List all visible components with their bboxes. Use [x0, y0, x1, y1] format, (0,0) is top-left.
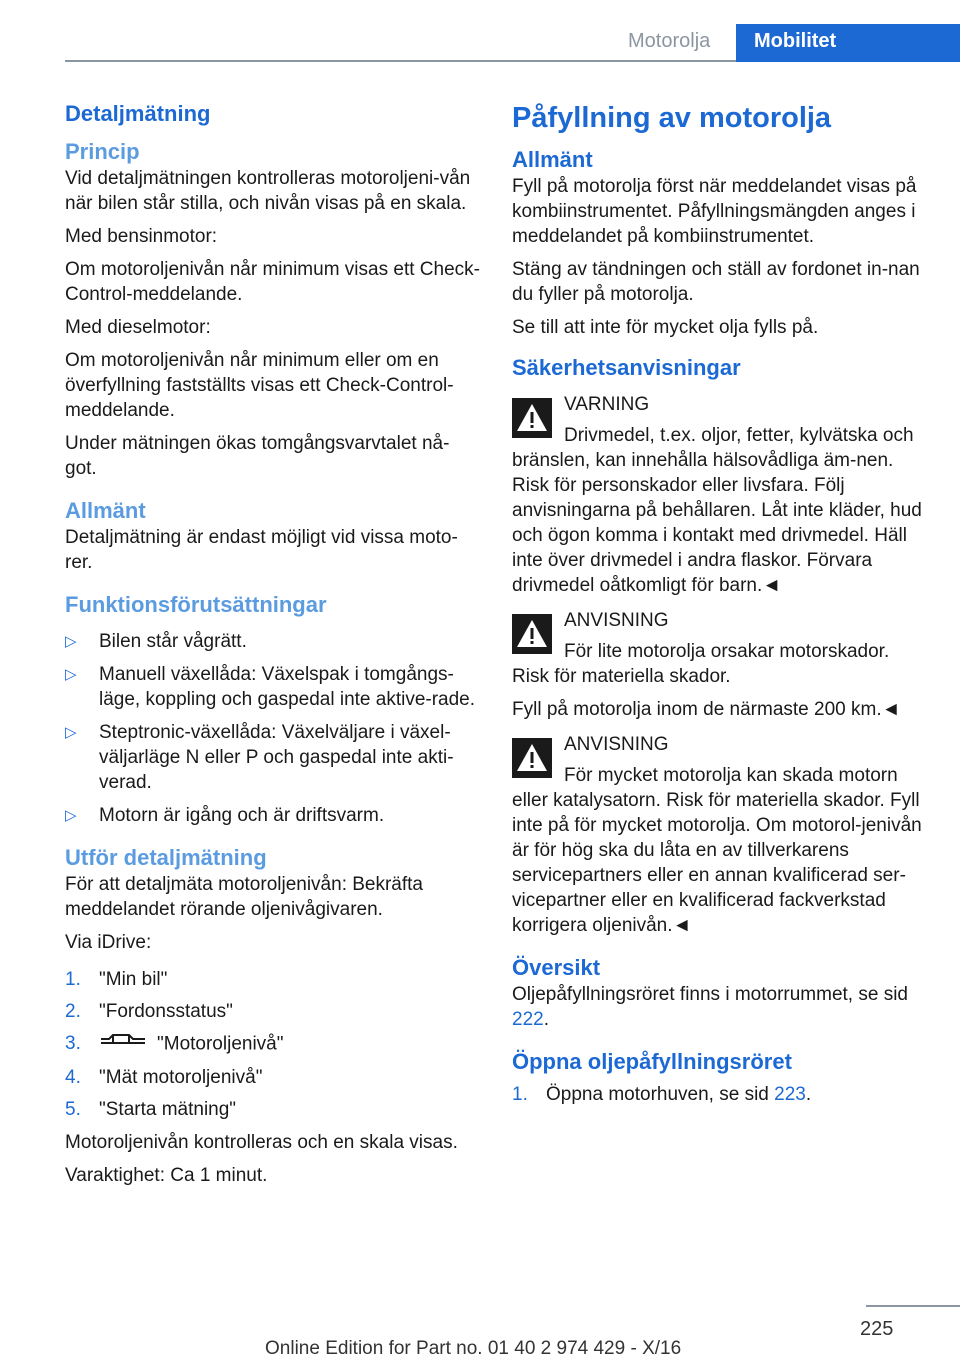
warning-body: Drivmedel, t.ex. oljor, fetter, kylvätska och bränslen, kan innehålla hälsovådliga äm‐nen. Risk för personskador eller livsfara. Följ anvisningarna på behållaren. Låt inte kläder, hud och ögon komma i kontakt med drivmedel. Häll inte över drivmedel i andra flaskor. Förvara drivmedel oåtkomligt för barn.◄ — [512, 425, 922, 596]
paragraph: Om motoroljenivån når minimum visas ett Check-Control-meddelande. — [65, 259, 480, 305]
bullet-marker: ▷ — [65, 807, 77, 824]
notice-body: För lite motorolja orsakar motorskador. Risk för materiella skador. — [512, 641, 890, 687]
car-oil-icon — [99, 1031, 149, 1058]
header-section-tab[interactable]: Motorolja — [628, 30, 711, 52]
heading-princip: Princip — [65, 139, 140, 164]
heading-funktionsforutsattningar: Funktionsförutsättningar — [65, 592, 327, 617]
list-item: 3. "Motoroljenivå" — [65, 1031, 480, 1058]
list-item: 1. Öppna motorhuven, se sid 223. — [512, 1084, 812, 1105]
notice-block — [512, 608, 930, 722]
warning-block — [512, 392, 930, 598]
list-item: 2. "Fordonsstatus" — [65, 1001, 233, 1022]
page-link[interactable]: 222 — [512, 1009, 544, 1030]
paragraph: Med bensinmotor: — [65, 226, 218, 247]
list-item: 5. "Starta mätning" — [65, 1099, 237, 1120]
edition-footer: Online Edition for Part no. 01 40 2 974 429 - X/16 — [265, 1338, 682, 1359]
paragraph: Detaljmätning är endast möjligt vid vissa moto‐rer. — [65, 527, 458, 573]
paragraph: Via iDrive: — [65, 932, 152, 953]
open-steps — [512, 1082, 930, 1107]
list-item: 1. "Min bil" — [65, 969, 168, 990]
notice-title: ANVISNING — [564, 610, 669, 631]
left-column — [65, 100, 480, 1196]
heading-allmant: Allmänt — [65, 498, 146, 523]
notice-block — [512, 732, 930, 938]
page-number: 225 — [860, 1318, 894, 1340]
paragraph: Motoroljenivån kontrolleras och en skala visas. — [65, 1132, 458, 1153]
paragraph: Vid detaljmätningen kontrolleras motoroljeni‐vån när bilen står stilla, och nivån visas på en skala. — [65, 168, 471, 214]
paragraph: För att detaljmäta motoroljenivån: Bekräfta meddelandet rörande oljenivågivaren. — [65, 874, 424, 920]
heading-allmant: Allmänt — [512, 147, 593, 172]
warning-triangle-icon — [512, 738, 552, 778]
paragraph: Om motoroljenivån når minimum eller om en överfyllning fastställts visas ett Check-Control-meddelande. — [65, 350, 454, 421]
paragraph: Varaktighet: Ca 1 minut. — [65, 1165, 268, 1186]
paragraph: Se till att inte för mycket olja fylls på. — [512, 317, 819, 338]
paragraph: Under mätningen ökas tomgångsvarvtalet nå‐got. — [65, 433, 450, 479]
heading-sakerhetsanvisningar: Säkerhetsanvisningar — [512, 355, 741, 380]
heading-oppna-oljepafyllningsroret: Öppna oljepåfyllningsröret — [512, 1049, 792, 1074]
notice-title: ANVISNING — [564, 734, 669, 755]
section-title-detaljmatning: Detaljmätning — [65, 101, 211, 126]
header-chapter-tab[interactable]: Mobilitet — [736, 24, 960, 62]
heading-oversikt: Översikt — [512, 955, 601, 980]
idrive-steps — [65, 967, 480, 1122]
heading-utfor-detaljmatning: Utför detaljmätning — [65, 845, 267, 870]
warning-triangle-icon — [512, 398, 552, 438]
bullet-marker: ▷ — [65, 633, 77, 650]
list-item: ▷ Bilen står vågrätt. — [65, 631, 247, 652]
paragraph: Med dieselmotor: — [65, 317, 211, 338]
warning-triangle-icon — [512, 614, 552, 654]
bullet-marker: ▷ — [65, 666, 77, 683]
list-item: ▷ Motorn är igång och är driftsvarm. — [65, 805, 385, 826]
notice-body: För mycket motorolja kan skada motorn eller katalysatorn. Risk för materiella skador. Fyll inte på för mycket motorolja. Om motorol‐jenivån är för hög ska du låta en av tillverkarens servicepartners eller en annan kvalificerad ser‐vicepartner eller en kvalificerad fackverkstad korrigera oljenivån.◄ — [512, 765, 922, 936]
right-column — [512, 100, 930, 1115]
list-item: ▷ Manuell växellåda: Växelspak i tomgångs‐läge, koppling och gaspedal inte aktive‐rade. — [65, 664, 476, 710]
list-item: 4. "Mät motoroljenivå" — [65, 1067, 263, 1088]
paragraph: Stäng av tändningen och ställ av fordonet in‐nan du fyller på motorolja. — [512, 259, 920, 305]
warning-title: VARNING — [564, 394, 650, 415]
bullet-marker: ▷ — [65, 724, 77, 741]
prerequisite-list — [65, 629, 480, 828]
page-link[interactable]: 223 — [774, 1084, 806, 1105]
list-item: ▷ Steptronic-växellåda: Växelväljare i växel‐väljarläge N eller P och gaspedal inte akti‐verad. — [65, 722, 454, 793]
paragraph: Fyll på motorolja först när meddelandet visas på kombiinstrumentet. Påfyllningsmängden anges i meddelandet på kombiinstrumentet. — [512, 176, 917, 247]
paragraph: Oljepåfyllningsröret finns i motorrummet, se sid 222. — [512, 984, 908, 1030]
section-title-pafyllning: Påfyllning av motorolja — [512, 102, 832, 134]
footer-rule — [866, 1305, 960, 1307]
notice-extra: Fyll på motorolja inom de närmaste 200 km.◄ — [512, 699, 901, 720]
